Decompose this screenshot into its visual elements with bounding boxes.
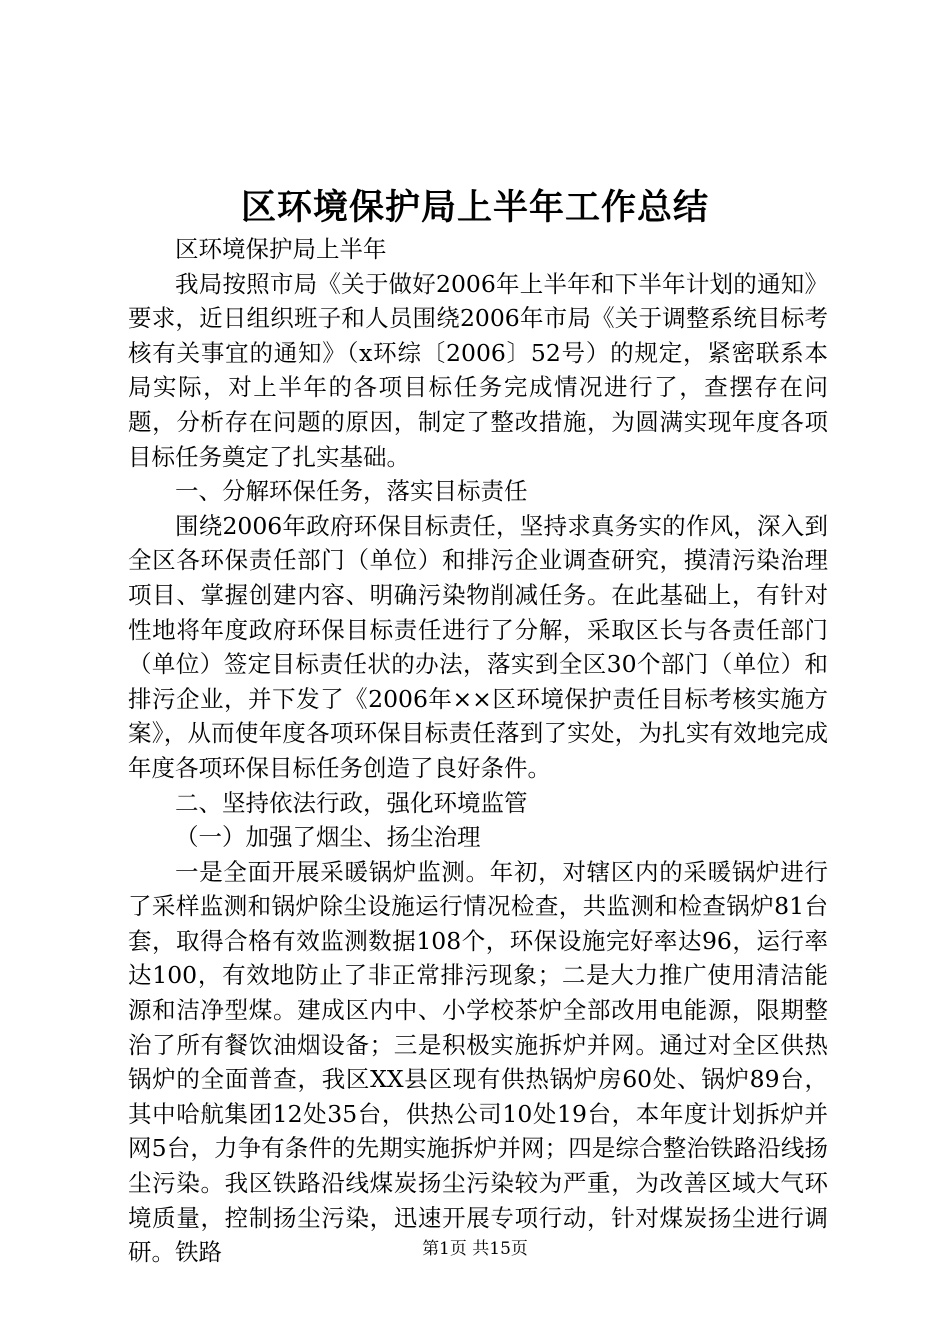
paragraph-intro: 我局按照市局《关于做好2006年上半年和下半年计划的通知》要求，近日组织班子和人员围绕2006年市局《关于调整系统目标考核有关事宜的通知》（x环综〔2006〕52号）的规定，紧密联系本局实际，对上半年的各项目标任务完成情况进行了，查摆存在问题，分析存在问题的原因，制定了整改措施，为圆满实现年度各项目标任务奠定了扎实基础。 — [128, 269, 828, 471]
page-footer: 第1页 共15页 — [422, 1239, 528, 1259]
document-title: 区环境保护局上半年工作总结 — [240, 187, 709, 228]
subsection-heading-1: （一）加强了烟尘、扬尘治理 — [175, 823, 481, 852]
section-heading-1: 一、分解环保任务，落实目标责任 — [175, 477, 528, 506]
document-body — [128, 232, 828, 1270]
paragraph-section-1: 围绕2006年政府环保目标责任，坚持求真务实的作风，深入到全区各环保责任部门（单位）和排污企业调查研究，摸清污染治理项目、掌握创建内容、明确污染物削减任务。在此基础上，有针对性地将年度政府环保目标责任进行了分解，采取区长与各责任部门（单位）签定目标责任状的办法，落实到全区30个部门（单位）和排污企业，并下发了《2006年××区环境保护责任目标考核实施方案》，从而使年度各项环保目标责任落到了实处，为扎实有效地完成年度各项环保目标任务创造了良好条件。 — [128, 511, 828, 782]
paragraph-subtitle: 区环境保护局上半年 — [175, 235, 387, 263]
paragraph-subsection-1: 一是全面开展采暖锅炉监测。年初，对辖区内的采暖锅炉进行了采样监测和锅炉除尘设施运行情况检查，共监测和检查锅炉81台套，取得合格有效监测数据108个，环保设施完好率达96，运行率达100，有效地防止了非正常排污现象；二是大力推广使用清洁能源和洁净型煤。建成区内中、小学校茶炉全部改用电能源，限期整治了所有餐饮油烟设备；三是积极实施拆炉并网。通过对全区供热锅炉的全面普查，我区XX县区现有供热锅炉房60处、锅炉89台，其中哈航集团12处35台，供热公司10处19台，本年度计划拆炉并网5台，力争有条件的先期实施拆炉并网；四是综合整治铁路沿线扬尘污染。我区铁路沿线煤炭扬尘污染较为严重，为改善区域大气环境质量，控制扬尘污染，迅速开展专项行动，针对煤炭扬尘进行调研。铁路 — [128, 857, 828, 1267]
section-heading-2: 二、坚持依法行政，强化环境监管 — [175, 788, 528, 817]
